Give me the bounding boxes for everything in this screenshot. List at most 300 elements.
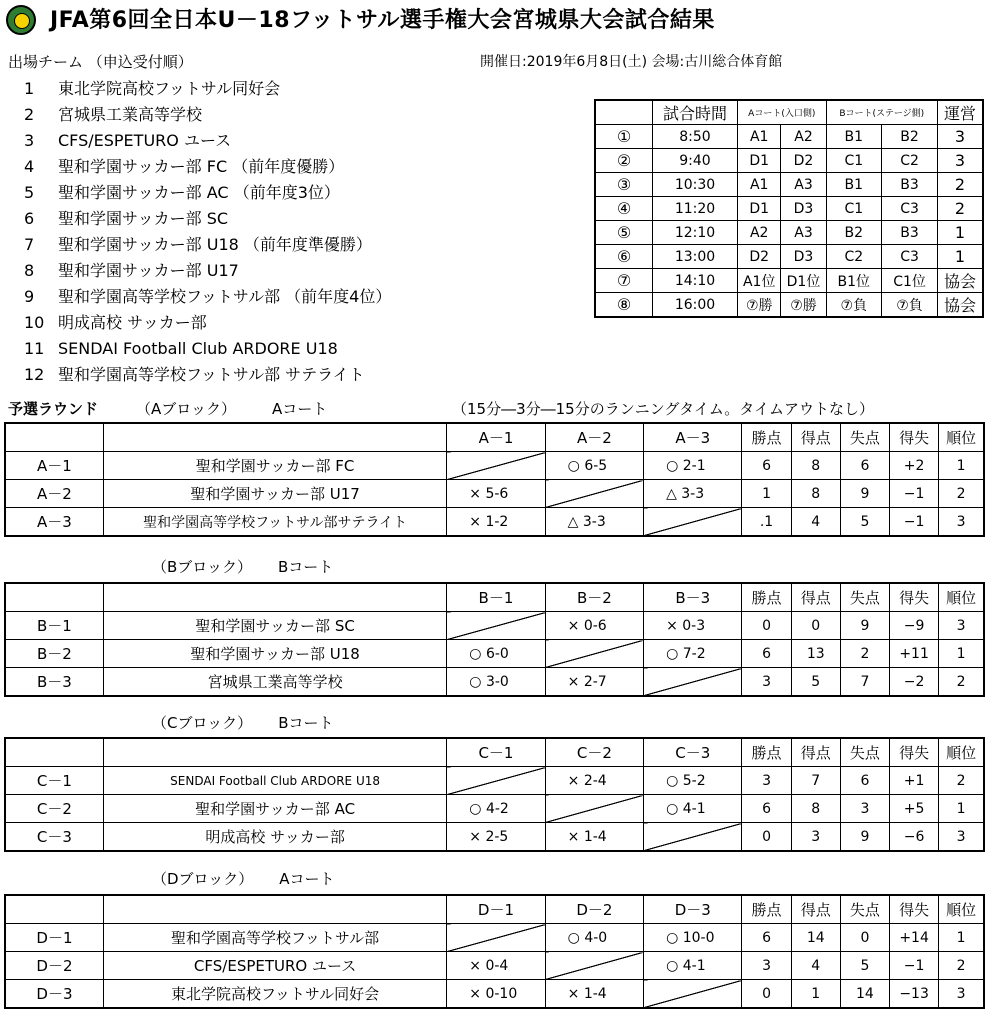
stat-value: 14 <box>791 924 840 952</box>
match-staff: 3 <box>938 125 984 149</box>
stat-value: −9 <box>890 612 939 640</box>
court-b-team-2: C1位 <box>882 269 938 293</box>
team-name: 東北学院高校フットサル同好会 <box>103 980 446 1009</box>
match-result: ○ 10-0 <box>644 924 742 952</box>
table-row <box>5 980 984 1009</box>
opponent-header: C－2 <box>545 738 643 767</box>
self-match-cell <box>545 640 643 668</box>
table-row <box>5 952 984 980</box>
team-name: 明成高校 サッカー部 <box>58 313 207 332</box>
schedule-time-header: 試合時間 <box>653 100 738 125</box>
team-id: B－2 <box>5 640 103 668</box>
match-staff: 協会 <box>938 293 984 318</box>
table-row <box>5 767 984 795</box>
match-staff: 3 <box>938 149 984 173</box>
opponent-header: C－3 <box>644 738 742 767</box>
schedule-row <box>595 173 983 197</box>
stat-header: 得点 <box>791 583 840 612</box>
page-title: JFA第6回全日本U－18フットサル選手権大会宮城県大会試合結果 <box>50 8 715 33</box>
court-b-team-2: C3 <box>882 245 938 269</box>
stat-value: 3 <box>742 952 791 980</box>
team-number: 6 <box>24 209 35 228</box>
stat-value: −1 <box>890 480 939 508</box>
team-number: 1 <box>24 79 35 98</box>
stat-header: 順位 <box>939 583 984 612</box>
team-name: 聖和学園サッカー部 AC <box>103 795 446 823</box>
team-id: A－1 <box>5 452 103 480</box>
team-id: C－3 <box>5 823 103 852</box>
stat-header: 得失 <box>890 738 939 767</box>
match-result: ○ 6-5 <box>545 452 643 480</box>
match-time: 13:00 <box>653 245 738 269</box>
court-a-team-2: D3 <box>781 197 826 221</box>
list-item <box>24 232 391 258</box>
stat-value: 1 <box>939 924 984 952</box>
match-result: ○ 6-0 <box>447 640 545 668</box>
table-row <box>5 508 984 537</box>
stat-value: 1 <box>939 795 984 823</box>
table-row <box>5 640 984 668</box>
list-item <box>24 76 391 102</box>
team-name: SENDAI Football Club ARDORE U18 <box>103 767 446 795</box>
court-b-team-1: ⑦負 <box>826 293 882 318</box>
table-row <box>5 452 984 480</box>
table-row <box>5 823 984 852</box>
entrants-header: 出場チーム （申込受付順） <box>8 53 193 71</box>
stat-header: 得点 <box>791 895 840 924</box>
court-a-team-2: A2 <box>781 125 826 149</box>
stat-value: −1 <box>890 508 939 537</box>
court-label: Bコート <box>278 558 334 576</box>
stat-value: 3 <box>939 980 984 1009</box>
team-name: 聖和学園サッカー部 FC （前年度優勝） <box>58 157 345 176</box>
opponent-header: C－1 <box>447 738 545 767</box>
opponent-header: D－1 <box>447 895 545 924</box>
schedule-court-a-header: Aコート(入口側) <box>738 100 827 125</box>
self-match-cell <box>447 452 545 480</box>
group-header-row <box>5 738 984 767</box>
empty-header-cell <box>5 583 103 612</box>
match-result: ○ 4-0 <box>545 924 643 952</box>
court-a-team-2: D3 <box>781 245 826 269</box>
stat-value: 2 <box>939 767 984 795</box>
court-label: Aコート <box>279 870 335 888</box>
match-result: △ 3-3 <box>545 508 643 537</box>
schedule-row <box>595 197 983 221</box>
stat-value: 3 <box>791 823 840 852</box>
court-label: Aコート <box>271 400 328 418</box>
self-match-cell <box>545 952 643 980</box>
team-name: 聖和学園サッカー部 U17 <box>58 261 239 280</box>
stat-value: +2 <box>890 452 939 480</box>
stat-value: 7 <box>840 668 889 697</box>
stat-value: 0 <box>742 980 791 1009</box>
stat-value: 3 <box>939 508 984 537</box>
self-match-cell <box>447 924 545 952</box>
table-row <box>5 668 984 697</box>
table-row <box>5 480 984 508</box>
court-b-team-1: C1 <box>826 197 882 221</box>
list-item <box>24 154 391 180</box>
table-row <box>5 612 984 640</box>
match-result: ○ 4-1 <box>644 795 742 823</box>
match-number: ⑧ <box>595 293 653 318</box>
stat-value: 6 <box>742 640 791 668</box>
empty-header-cell <box>5 895 103 924</box>
match-time: 11:20 <box>653 197 738 221</box>
stat-value: 6 <box>742 795 791 823</box>
match-number: ⑦ <box>595 269 653 293</box>
match-result: × 0-10 <box>447 980 545 1009</box>
team-name: 聖和学園サッカー部 U18 （前年度準優勝） <box>58 235 372 254</box>
match-result: × 1-4 <box>545 823 643 852</box>
stat-value: 2 <box>939 668 984 697</box>
match-result: × 1-4 <box>545 980 643 1009</box>
empty-header-cell <box>5 738 103 767</box>
group-header-row <box>5 583 984 612</box>
group-table <box>4 737 985 852</box>
match-result: × 2-4 <box>545 767 643 795</box>
self-match-cell <box>644 980 742 1009</box>
stat-header: 得失 <box>890 583 939 612</box>
match-staff: 1 <box>938 245 984 269</box>
opponent-header: B－1 <box>447 583 545 612</box>
schedule-corner-cell <box>595 100 653 125</box>
stat-value: 2 <box>939 952 984 980</box>
stat-value: 3 <box>939 823 984 852</box>
team-id: B－3 <box>5 668 103 697</box>
empty-header-cell <box>103 895 446 924</box>
court-a-team-1: A1位 <box>738 269 781 293</box>
stat-value: 1 <box>791 980 840 1009</box>
team-number: 5 <box>24 183 35 202</box>
team-id: D－3 <box>5 980 103 1009</box>
team-number: 7 <box>24 235 35 254</box>
list-item <box>24 258 391 284</box>
team-number: 8 <box>24 261 35 280</box>
court-a-team-1: A1 <box>738 173 781 197</box>
match-result: △ 3-3 <box>644 480 742 508</box>
match-number: ① <box>595 125 653 149</box>
prelim-label: 予選ラウンド <box>8 400 99 418</box>
stat-value: 5 <box>791 668 840 697</box>
court-a-team-2: A3 <box>781 173 826 197</box>
court-b-team-1: C2 <box>826 245 882 269</box>
match-number: ③ <box>595 173 653 197</box>
stat-value: 6 <box>742 452 791 480</box>
schedule-court-b-header: Bコート(ステージ側) <box>826 100 937 125</box>
block-label: （Bブロック） <box>152 558 252 576</box>
list-item <box>24 102 391 128</box>
self-match-cell <box>644 668 742 697</box>
self-match-cell <box>545 480 643 508</box>
stat-value: +5 <box>890 795 939 823</box>
team-id: B－1 <box>5 612 103 640</box>
match-time: 8:50 <box>653 125 738 149</box>
team-number: 3 <box>24 131 35 150</box>
block-label: （Dブロック） <box>152 870 254 888</box>
court-a-team-1: D2 <box>738 245 781 269</box>
match-staff: 2 <box>938 197 984 221</box>
stat-value: 6 <box>840 767 889 795</box>
court-a-team-2: ⑦勝 <box>781 293 826 318</box>
stat-header: 得失 <box>890 895 939 924</box>
schedule-row <box>595 221 983 245</box>
group-header-row <box>5 423 984 452</box>
court-b-team-1: B2 <box>826 221 882 245</box>
match-result: ○ 3-0 <box>447 668 545 697</box>
block-heading <box>152 868 335 889</box>
stat-header: 順位 <box>939 423 984 452</box>
stat-header: 失点 <box>840 738 889 767</box>
court-a-team-2: D2 <box>781 149 826 173</box>
stat-value: +1 <box>890 767 939 795</box>
team-id: D－2 <box>5 952 103 980</box>
stat-value: 8 <box>791 452 840 480</box>
match-rules-note: （15分―3分―15分のランニングタイム。タイムアウトなし） <box>452 400 874 418</box>
match-result: ○ 5-2 <box>644 767 742 795</box>
stat-header: 得点 <box>791 738 840 767</box>
match-staff: 協会 <box>938 269 984 293</box>
stat-value: −2 <box>890 668 939 697</box>
team-name: 東北学院高校フットサル同好会 <box>58 79 281 98</box>
match-number: ② <box>595 149 653 173</box>
match-result: × 2-7 <box>545 668 643 697</box>
stat-header: 勝点 <box>742 423 791 452</box>
table-row <box>5 924 984 952</box>
stat-header: 順位 <box>939 738 984 767</box>
team-name: 宮城県工業高等学校 <box>58 105 203 124</box>
team-name: 聖和学園高等学校フットサル部 <box>103 924 446 952</box>
court-b-team-1: B1 <box>826 173 882 197</box>
court-a-team-1: A2 <box>738 221 781 245</box>
stat-value: 1 <box>939 452 984 480</box>
stat-header: 得点 <box>791 423 840 452</box>
schedule-body <box>595 125 983 318</box>
list-item <box>24 284 391 310</box>
team-number: 10 <box>24 313 45 332</box>
team-name: 聖和学園高等学校フットサル部サテライト <box>103 508 446 537</box>
stat-value: 3 <box>742 668 791 697</box>
opponent-header: A－3 <box>644 423 742 452</box>
team-name: 明成高校 サッカー部 <box>103 823 446 852</box>
match-time: 16:00 <box>653 293 738 318</box>
group-table <box>4 894 985 1009</box>
team-number: 4 <box>24 157 35 176</box>
stat-value: 3 <box>939 612 984 640</box>
stat-value: 0 <box>742 823 791 852</box>
stat-header: 失点 <box>840 423 889 452</box>
stat-value: 7 <box>791 767 840 795</box>
team-name: SENDAI Football Club ARDORE U18 <box>58 339 338 358</box>
stat-value: 2 <box>939 480 984 508</box>
list-item <box>24 206 391 232</box>
match-time: 14:10 <box>653 269 738 293</box>
stat-value: 3 <box>742 767 791 795</box>
group-table <box>4 582 985 697</box>
stat-value: 9 <box>840 480 889 508</box>
court-b-team-2: ⑦負 <box>882 293 938 318</box>
stat-value: −13 <box>890 980 939 1009</box>
schedule-row <box>595 149 983 173</box>
self-match-cell <box>447 767 545 795</box>
stat-value: 8 <box>791 480 840 508</box>
stat-value: .1 <box>742 508 791 537</box>
court-b-team-2: B3 <box>882 173 938 197</box>
court-b-team-1: B1 <box>826 125 882 149</box>
match-result: × 1-2 <box>447 508 545 537</box>
team-name: 聖和学園サッカー部 U17 <box>103 480 446 508</box>
schedule-row <box>595 293 983 318</box>
opponent-header: B－2 <box>545 583 643 612</box>
stat-header: 得失 <box>890 423 939 452</box>
match-number: ④ <box>595 197 653 221</box>
stat-value: 3 <box>840 795 889 823</box>
self-match-cell <box>644 823 742 852</box>
match-result: ○ 7-2 <box>644 640 742 668</box>
match-time: 12:10 <box>653 221 738 245</box>
stat-header: 失点 <box>840 583 889 612</box>
court-b-team-1: C1 <box>826 149 882 173</box>
team-name: 聖和学園サッカー部 AC （前年度3位） <box>58 183 340 202</box>
schedule-row <box>595 269 983 293</box>
match-result: × 0-3 <box>644 612 742 640</box>
list-item <box>24 336 391 362</box>
empty-header-cell <box>103 583 446 612</box>
stat-value: 4 <box>791 952 840 980</box>
opponent-header: D－2 <box>545 895 643 924</box>
empty-header-cell <box>103 423 446 452</box>
venue-info: 開催日:2019年6月8日(土) 会場:古川総合体育館 <box>480 54 783 70</box>
team-name: 聖和学園サッカー部 U18 <box>103 640 446 668</box>
court-b-team-2: C2 <box>882 149 938 173</box>
prelim-heading <box>8 398 327 419</box>
block-heading <box>152 712 333 733</box>
stat-value: 9 <box>840 823 889 852</box>
stat-value: 14 <box>840 980 889 1009</box>
match-staff: 1 <box>938 221 984 245</box>
court-b-team-1: B1位 <box>826 269 882 293</box>
team-name: 聖和学園サッカー部 FC <box>103 452 446 480</box>
team-id: C－1 <box>5 767 103 795</box>
stat-value: −1 <box>890 952 939 980</box>
team-id: C－2 <box>5 795 103 823</box>
group-table <box>4 422 985 537</box>
court-b-team-2: C3 <box>882 197 938 221</box>
match-result: ○ 4-2 <box>447 795 545 823</box>
stat-value: 6 <box>840 452 889 480</box>
group-header-row <box>5 895 984 924</box>
court-a-team-2: D1位 <box>781 269 826 293</box>
court-a-team-1: ⑦勝 <box>738 293 781 318</box>
match-number: ⑤ <box>595 221 653 245</box>
team-name: 聖和学園サッカー部 SC <box>103 612 446 640</box>
stat-value: 0 <box>840 924 889 952</box>
list-item <box>24 180 391 206</box>
court-a-team-2: A3 <box>781 221 826 245</box>
block-label: （Cブロック） <box>152 714 253 732</box>
stat-value: 1 <box>742 480 791 508</box>
stat-header: 勝点 <box>742 895 791 924</box>
table-row <box>5 795 984 823</box>
match-staff: 2 <box>938 173 984 197</box>
stat-header: 順位 <box>939 895 984 924</box>
stat-value: 8 <box>791 795 840 823</box>
stat-value: 1 <box>939 640 984 668</box>
opponent-header: A－2 <box>545 423 643 452</box>
schedule-row <box>595 245 983 269</box>
court-a-team-1: D1 <box>738 197 781 221</box>
match-number: ⑥ <box>595 245 653 269</box>
stat-header: 勝点 <box>742 738 791 767</box>
team-name: 宮城県工業高等学校 <box>103 668 446 697</box>
stat-value: 13 <box>791 640 840 668</box>
schedule-row <box>595 125 983 149</box>
match-schedule-table <box>594 99 984 318</box>
empty-header-cell <box>5 423 103 452</box>
stat-header: 勝点 <box>742 583 791 612</box>
schedule-header-row <box>595 100 983 125</box>
stat-value: 2 <box>840 640 889 668</box>
opponent-header: D－3 <box>644 895 742 924</box>
opponent-header: A－1 <box>447 423 545 452</box>
list-item <box>24 128 391 154</box>
team-number: 11 <box>24 339 45 358</box>
stat-value: 0 <box>742 612 791 640</box>
stat-value: +11 <box>890 640 939 668</box>
schedule-staff-header: 運営 <box>938 100 984 125</box>
empty-header-cell <box>103 738 446 767</box>
court-a-team-1: A1 <box>738 125 781 149</box>
self-match-cell <box>447 612 545 640</box>
opponent-header: B－3 <box>644 583 742 612</box>
match-result: × 5-6 <box>447 480 545 508</box>
self-match-cell <box>644 508 742 537</box>
stat-value: 5 <box>840 508 889 537</box>
jfa-emblem-icon <box>6 5 36 35</box>
list-item <box>24 362 391 388</box>
team-name: CFS/ESPETURO ユース <box>103 952 446 980</box>
stat-header: 失点 <box>840 895 889 924</box>
court-b-team-2: B2 <box>882 125 938 149</box>
team-id: A－3 <box>5 508 103 537</box>
block-heading <box>152 556 333 577</box>
team-name: CFS/ESPETURO ユース <box>58 131 232 150</box>
team-id: D－1 <box>5 924 103 952</box>
stat-value: 6 <box>742 924 791 952</box>
match-result: × 0-6 <box>545 612 643 640</box>
team-name: 聖和学園サッカー部 SC <box>58 209 229 228</box>
team-number: 12 <box>24 365 45 384</box>
court-label: Bコート <box>278 714 334 732</box>
team-name: 聖和学園高等学校フットサル部 サテライト <box>58 365 365 384</box>
match-result: ○ 2-1 <box>644 452 742 480</box>
team-number: 2 <box>24 105 35 124</box>
stat-value: 5 <box>840 952 889 980</box>
team-list <box>24 76 391 388</box>
stat-value: −6 <box>890 823 939 852</box>
match-time: 10:30 <box>653 173 738 197</box>
court-a-team-1: D1 <box>738 149 781 173</box>
team-id: A－2 <box>5 480 103 508</box>
stat-value: +14 <box>890 924 939 952</box>
stat-value: 9 <box>840 612 889 640</box>
match-result: × 2-5 <box>447 823 545 852</box>
team-number: 9 <box>24 287 35 306</box>
match-time: 9:40 <box>653 149 738 173</box>
match-result: ○ 4-1 <box>644 952 742 980</box>
stat-value: 0 <box>791 612 840 640</box>
